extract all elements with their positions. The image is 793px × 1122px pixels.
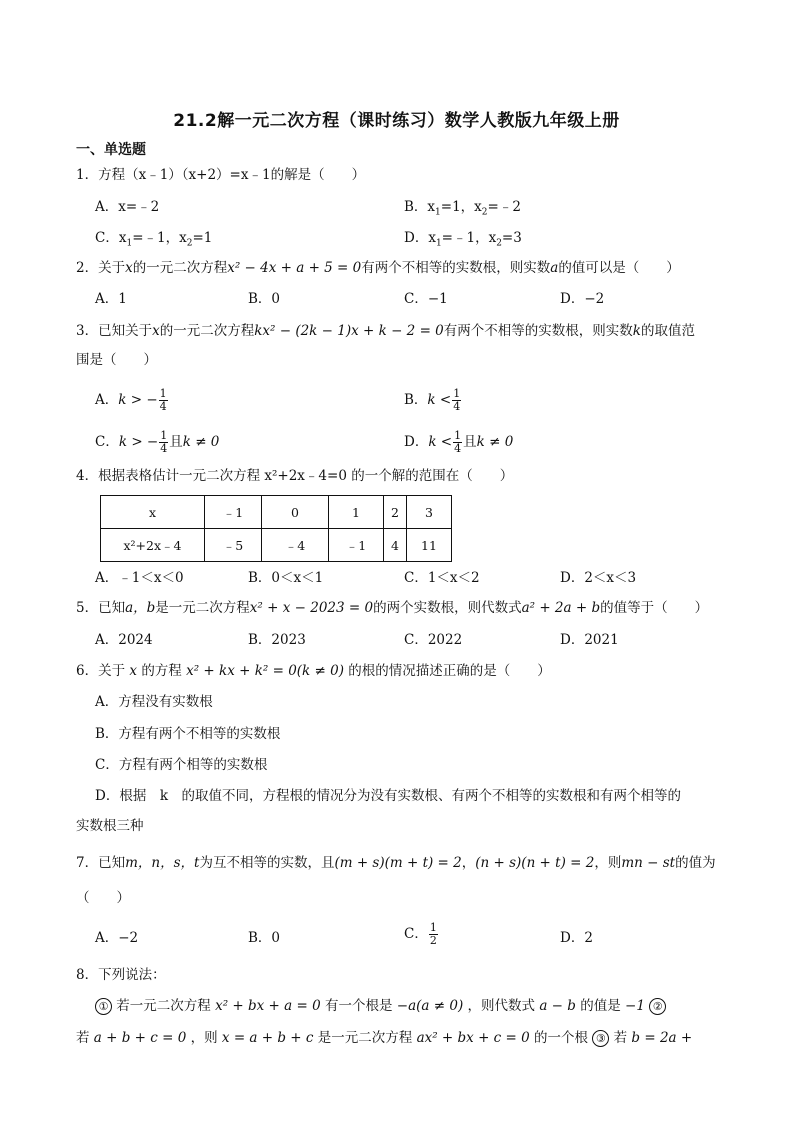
table-cell: 3 [407, 496, 452, 529]
q6-option-b: B．方程有两个不相等的实数根 [95, 726, 281, 742]
q4-option-a: A．﹣1＜x＜0 [95, 570, 184, 586]
table-cell: x [101, 496, 205, 529]
question-2-stem: 2．关于x的一元二次方程x² − 4x + a + 5 = 0有两个不相等的实数根，则实数a的值可以是（ ） [76, 260, 680, 276]
q1-option-d: D．$x_1=﹣1$，$x_2=3$ [404, 230, 522, 249]
equation: x² + kx + k² = 0(k ≠ 0) [186, 663, 344, 679]
table-row [101, 529, 452, 562]
q5-option-d: D．2021 [560, 632, 619, 648]
question-4-stem: 4．根据表格估计一元二次方程 x²+2x﹣4=0 的一个解的范围在（ ） [76, 468, 514, 484]
table-cell: ﹣4 [262, 529, 329, 562]
q2-option-b: B．0 [248, 291, 281, 307]
q8-statement-line2: 若 a + b + c = 0 ，则 x = a + b + c 是一元二次方程 ax² + bx + c = 0 的一个根 ③ 若 b = 2a + [76, 1030, 693, 1046]
circled-number-1: ① [95, 998, 112, 1015]
q6-option-d: D．根据 k 的取值不同，方程根的情况分为没有实数根、有两个不相等的实数根和有两个相等的 [95, 788, 682, 804]
equation: kx² − (2k − 1)x + k − 2 = 0 [254, 323, 444, 339]
q3-option-b: B．k < $\frac{1}{4}$ [404, 387, 461, 413]
question-8-stem: 8．下列说法： [76, 967, 166, 983]
table-cell: 11 [407, 529, 452, 562]
q7-option-b: B．0 [248, 930, 281, 946]
q2-option-c: C．−1 [404, 291, 448, 307]
value-table [100, 495, 452, 562]
q5-option-c: C．2022 [404, 632, 463, 648]
table-cell: 4 [384, 529, 407, 562]
q1-option-c: C．$x_1=﹣1$，$x_2=1$ [95, 230, 213, 249]
q5-option-b: B．2023 [248, 632, 306, 648]
table-cell: 2 [384, 496, 407, 529]
table-cell: x²+2x﹣4 [101, 529, 205, 562]
question-5-stem: 5．已知a，b是一元二次方程x² + x − 2023 = 0的两个实数根，则代数式a² + 2a + b的值等于（ ） [76, 600, 709, 616]
q4-option-c: C．1＜x＜2 [404, 570, 480, 586]
section-heading: 一、单选题 [76, 142, 146, 158]
q1-option-b: B．$x_1=1$，$x_2=﹣2$ [404, 199, 521, 218]
page-title: 21.2解一元二次方程（课时练习）数学人教版九年级上册 [173, 111, 620, 131]
q3-option-c: C．k > − $\frac{1}{4}$ 且k ≠ 0 [95, 429, 220, 455]
question-3-stem-line2: 围是（ ） [76, 352, 157, 368]
equation: x² − 4x + a + 5 = 0 [227, 260, 362, 276]
q6-option-c: C．方程有两个相等的实数根 [95, 757, 268, 773]
q3-option-d: D．k < $\frac{1}{4}$ 且k ≠ 0 [404, 429, 514, 455]
q7-option-c: C． $\frac{1}{2}$ [404, 921, 437, 947]
q2-option-a: A．1 [95, 291, 127, 307]
q7-option-d: D．2 [560, 930, 593, 946]
q2-option-d: D．−2 [560, 291, 605, 307]
table-row [101, 496, 452, 529]
question-3-stem: 3．已知关于x的一元二次方程kx² − (2k − 1)x + k − 2 = 0有两个不相等的实数根，则实数k的取值范 [76, 323, 695, 339]
q5-option-a: A．2024 [95, 632, 153, 648]
circled-number-2: ② [649, 998, 666, 1015]
q4-option-d: D．2＜x＜3 [560, 570, 637, 586]
equation: x² + x − 2023 = 0 [249, 600, 374, 616]
table-cell: 0 [262, 496, 329, 529]
table-cell: 1 [329, 496, 384, 529]
table-cell: ﹣5 [205, 529, 262, 562]
question-7-stem-line2: （ ） [76, 890, 130, 906]
table-cell: ﹣1 [205, 496, 262, 529]
q3-option-a: A．k > − $\frac{1}{4}$ [95, 387, 167, 413]
q6-option-a: A．方程没有实数根 [95, 694, 213, 710]
q6-option-d-line2: 实数根三种 [76, 818, 144, 834]
table-cell: ﹣1 [329, 529, 384, 562]
q1-option-a: A．x=﹣2 [95, 199, 160, 215]
question-6-stem: 6．关于 x 的方程 x² + kx + k² = 0(k ≠ 0) 的根的情况描述正确的是（ ） [76, 663, 551, 679]
q7-option-a: A．−2 [95, 930, 139, 946]
circled-number-3: ③ [592, 1030, 609, 1047]
question-1-stem: 1．方程（x﹣1）（x+2）=x﹣1的解是（ ） [76, 167, 366, 183]
question-7-stem: 7．已知m，n，s，t为互不相等的实数，且(m + s)(m + t) = 2，(n + s)(n + t) = 2，则mn − st的值为 [76, 855, 716, 871]
q8-statement-line1: ① 若一元二次方程 x² + bx + a = 0 有一个根是 −a(a ≠ 0) ，则代数式 a − b 的值是 −1 ② [95, 996, 666, 1016]
q4-option-b: B．0＜x＜1 [248, 570, 324, 586]
